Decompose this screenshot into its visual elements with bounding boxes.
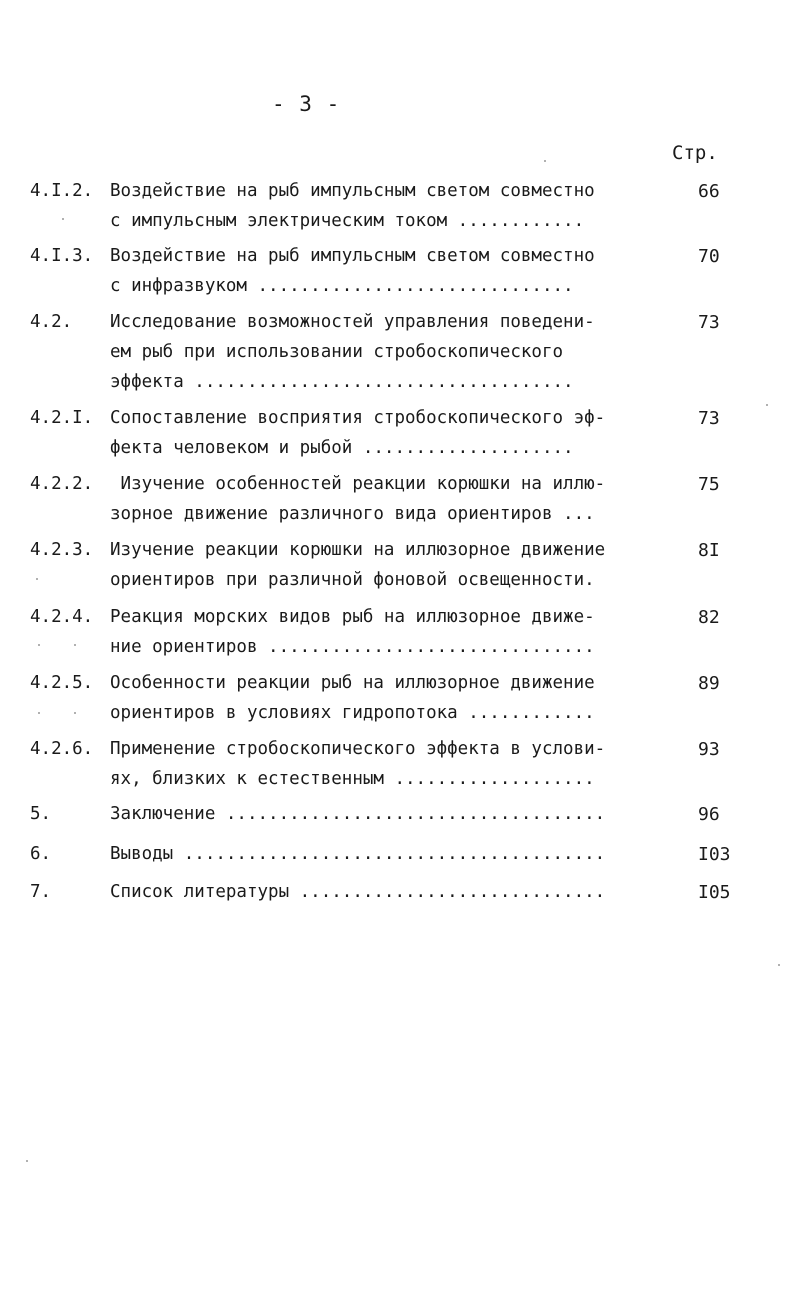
entry-number: 4.2.4.: [30, 607, 94, 627]
scan-speck: [26, 1160, 28, 1162]
entry-page: 73: [698, 312, 720, 333]
entry-title-line: Воздействие на рыб импульсным светом совместно: [110, 181, 595, 201]
scan-speck: [74, 644, 76, 646]
entry-title-line: Применение стробоскопического эффекта в услови-: [110, 739, 606, 759]
scan-speck: [778, 964, 780, 966]
entry-page: 93: [698, 739, 720, 760]
entry-title-line: Сопоставление восприятия стробоскопического эф-: [110, 408, 606, 428]
page-column-label: Стр.: [672, 142, 718, 164]
entry-title-line: ем рыб при использовании стробоскопического: [110, 342, 564, 362]
entry-title-line: зорное движение различного вида ориентиров ...: [110, 504, 595, 524]
entry-number: 5.: [30, 804, 52, 824]
entry-title-line: с инфразвуком ..............................: [110, 276, 574, 296]
entry-title-line: Изучение реакции корюшки на иллюзорное движение: [110, 540, 606, 560]
entry-page: 75: [698, 474, 720, 495]
entry-number: 4.2.5.: [30, 673, 94, 693]
entry-number: 4.2.I.: [30, 408, 94, 428]
entry-title-line: Изучение особенностей реакции корюшки на иллю-: [110, 474, 606, 494]
entry-title-line: Воздействие на рыб импульсным светом совместно: [110, 246, 595, 266]
entry-title-line: с импульсным электрическим током ............: [110, 211, 585, 231]
page-number: - 3 -: [272, 92, 341, 116]
entry-page: I03: [698, 844, 731, 865]
entry-number: 4.2.6.: [30, 739, 94, 759]
entry-title-line: Особенности реакции рыб на иллюзорное движение: [110, 673, 595, 693]
entry-number: 7.: [30, 882, 52, 902]
scan-speck: [74, 712, 76, 714]
entry-page: 89: [698, 673, 720, 694]
scan-speck: [766, 404, 768, 406]
entry-number: 6.: [30, 844, 52, 864]
entry-page: 66: [698, 181, 720, 202]
scan-speck: [62, 218, 64, 220]
entry-number: 4.I.2.: [30, 181, 94, 201]
entry-number: 4.2.: [30, 312, 73, 332]
entry-title-line: фекта человеком и рыбой ....................: [110, 438, 574, 458]
entry-number: 4.2.2.: [30, 474, 94, 494]
entry-title-line: ях, близких к естественным ...................: [110, 769, 595, 789]
entry-title-line: ние ориентиров ...............................: [110, 637, 595, 657]
entry-page: 73: [698, 408, 720, 429]
entry-title-line: Реакция морских видов рыб на иллюзорное движе-: [110, 607, 595, 627]
scan-speck: [36, 578, 38, 580]
entry-title-line: Список литературы .............................: [110, 882, 606, 902]
entry-page: I05: [698, 882, 731, 903]
scan-speck: [38, 712, 40, 714]
entry-number: 4.I.3.: [30, 246, 94, 266]
entry-title-line: эффекта ....................................: [110, 372, 574, 392]
scan-speck: [544, 160, 546, 162]
entry-title-line: Выводы ........................................: [110, 844, 606, 864]
entry-title-line: Заключение ....................................: [110, 804, 606, 824]
entry-page: 70: [698, 246, 720, 267]
entry-page: 8I: [698, 540, 720, 561]
entry-title-line: ориентиров при различной фоновой освещенности.: [110, 570, 595, 590]
entry-page: 82: [698, 607, 720, 628]
entry-page: 96: [698, 804, 720, 825]
entry-title-line: ориентиров в условиях гидропотока ............: [110, 703, 595, 723]
entry-title-line: Исследование возможностей управления поведени-: [110, 312, 595, 332]
scan-speck: [38, 644, 40, 646]
entry-number: 4.2.3.: [30, 540, 94, 560]
